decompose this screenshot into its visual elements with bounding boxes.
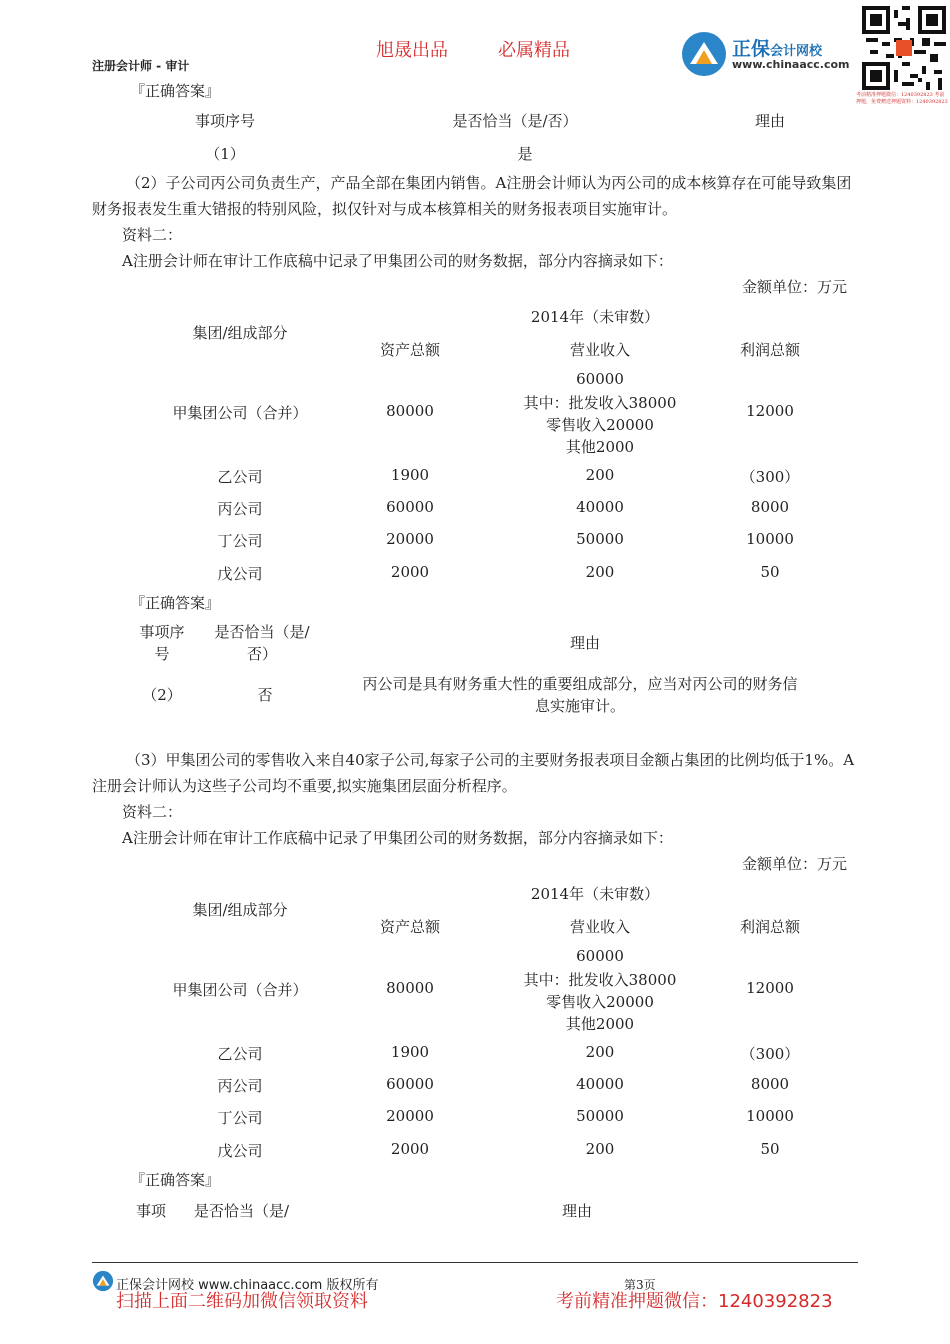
row-revenue-retail: 零售收入20000 [546,416,654,434]
col-year: 2014年（未审数） [530,885,660,903]
row-assets: 2000 [390,1140,430,1158]
col-assets: 资产总额 [379,341,440,359]
material-label-2: 资料二： [122,803,183,821]
footer-logo-icon [92,1270,114,1292]
row-revenue-retail: 零售收入20000 [546,993,654,1011]
ans1-header-appropriate: 是否恰当（是/否） [452,112,578,130]
footer-copyright: 正保会计网校 www.chinaacc.com 版权所有 [116,1278,379,1293]
footer-divider [92,1262,858,1263]
logo-name: 正保 [732,38,771,60]
ans2-header-item-2: 号 [154,645,170,663]
row-assets: 2000 [390,563,430,581]
material-intro-2: A注册会计师在审计工作底稿中记录了甲集团公司的财务数据，部分内容摘录如下： [122,829,673,847]
row-profit: 12000 [746,402,794,420]
row-revenue: 200 [585,466,615,484]
logo-url: www.chinaacc.com [732,58,850,71]
row-name: 甲集团公司（合并） [172,981,308,999]
row-revenue: 40000 [576,498,624,516]
answer-heading-3: 『正确答案』 [130,1171,221,1189]
col-year: 2014年（未审数） [530,308,660,326]
row-profit: 50 [760,563,780,581]
col-profit: 利润总额 [739,341,800,359]
slogan-right: 必属精品 [498,40,570,61]
material-intro-1: A注册会计师在审计工作底稿中记录了甲集团公司的财务数据，部分内容摘录如下： [122,252,673,270]
unit-label-2: 金额单位：万元 [742,855,848,873]
course-title: 注册会计师 - 审计 [92,59,190,73]
col-group: 集团/组成部分 [192,901,288,919]
ans2-header-appropriate: 是否恰当（是/ [214,623,310,641]
row-profit: （300） [740,1045,800,1063]
row-profit: 10000 [746,530,794,548]
ans2-header-item: 事项序 [139,623,185,641]
row-name: 乙公司 [217,1045,263,1063]
qr-note: 考前精准押题微信：1240392823 考前押题，免费赠送押题资料：1240392823 [856,92,948,105]
row-assets: 80000 [386,402,434,420]
qr-code-icon[interactable] [862,6,946,90]
ans2-header-reason: 理由 [569,634,600,652]
row-assets: 20000 [386,530,434,548]
row-assets: 60000 [386,498,434,516]
row-name: 丙公司 [217,500,263,518]
row-revenue: 200 [585,563,615,581]
row-profit: 8000 [750,1075,790,1093]
col-group: 集团/组成部分 [192,324,288,342]
logo-emblem-icon [680,30,728,78]
row-assets: 1900 [390,466,430,484]
ans2-row-reason: 丙公司是具有财务重大性的重要组成部分，应当对丙公司的财务信 [362,675,798,693]
ans2-row-appropriate: 否 [257,686,273,704]
ans2-row-reason-2: 息实施审计。 [534,697,625,715]
col-assets: 资产总额 [379,918,440,936]
ans2-row-item: （2） [142,686,182,704]
item2-paragraph: （2）子公司丙公司负责生产，产品全部在集团内销售。A注册会计师认为丙公司的成本核算存在可能导致集团财务报表发生重大错报的特别风险，拟仅针对与成本核算相关的财务报表项目实施审计。 [92,174,852,218]
ans2-header-appropriate-2: 否） [246,645,277,663]
row-revenue-total: 60000 [576,370,624,388]
row-revenue-other: 其他2000 [565,438,635,456]
item3-paragraph: （3）甲集团公司的零售收入来自40家子公司,每家子公司的主要财务报表项目金额占集团的比例均低于1%。A注册会计师认为这些子公司均不重要,拟实施集团层面分析程序。 [92,751,855,795]
row-revenue: 40000 [576,1075,624,1093]
row-profit: 50 [760,1140,780,1158]
page-number: 第3页 [624,1278,656,1292]
answer-heading-1: 『正确答案』 [130,82,221,100]
row-revenue: 200 [585,1140,615,1158]
ans1-header-reason: 理由 [754,112,785,130]
row-profit: （300） [740,468,800,486]
ans3-header-appropriate: 是否恰当（是/ [194,1202,290,1220]
row-assets: 20000 [386,1107,434,1125]
footer-promo-qr: 扫描上面二维码加微信领取资料 [116,1291,368,1312]
row-revenue-other: 其他2000 [565,1015,635,1033]
row-name: 甲集团公司（合并） [172,404,308,422]
row-revenue-total: 60000 [576,947,624,965]
col-profit: 利润总额 [739,918,800,936]
ans1-row-appropriate: 是 [517,145,533,163]
row-revenue-wholesale: 其中：批发收入38000 [523,394,677,412]
row-profit: 8000 [750,498,790,516]
row-assets: 60000 [386,1075,434,1093]
ans1-header-item: 事项序号 [194,112,255,130]
ans1-row-item: （1） [205,145,245,163]
row-assets: 80000 [386,979,434,997]
row-name: 丁公司 [217,1109,263,1127]
row-name: 戊公司 [217,1142,263,1160]
logo-sub: 会计网校 [770,44,823,59]
footer-promo-wechat: 考前精准押题微信：1240392823 [556,1291,833,1312]
material-label-1: 资料二： [122,226,183,244]
row-revenue: 50000 [576,530,624,548]
row-name: 乙公司 [217,468,263,486]
row-revenue-wholesale: 其中：批发收入38000 [523,971,677,989]
row-profit: 10000 [746,1107,794,1125]
row-name: 戊公司 [217,565,263,583]
unit-label-1: 金额单位：万元 [742,278,848,296]
chinaacc-logo[interactable] [680,30,860,80]
row-assets: 1900 [390,1043,430,1061]
col-revenue: 营业收入 [569,341,630,359]
row-name: 丙公司 [217,1077,263,1095]
row-revenue: 50000 [576,1107,624,1125]
row-revenue: 200 [585,1043,615,1061]
col-revenue: 营业收入 [569,918,630,936]
ans3-header-item: 事项 [136,1202,167,1220]
answer-heading-2: 『正确答案』 [130,594,221,612]
row-name: 丁公司 [217,532,263,550]
ans3-header-reason: 理由 [562,1202,593,1220]
slogan-left: 旭晟出品 [376,40,448,61]
row-profit: 12000 [746,979,794,997]
